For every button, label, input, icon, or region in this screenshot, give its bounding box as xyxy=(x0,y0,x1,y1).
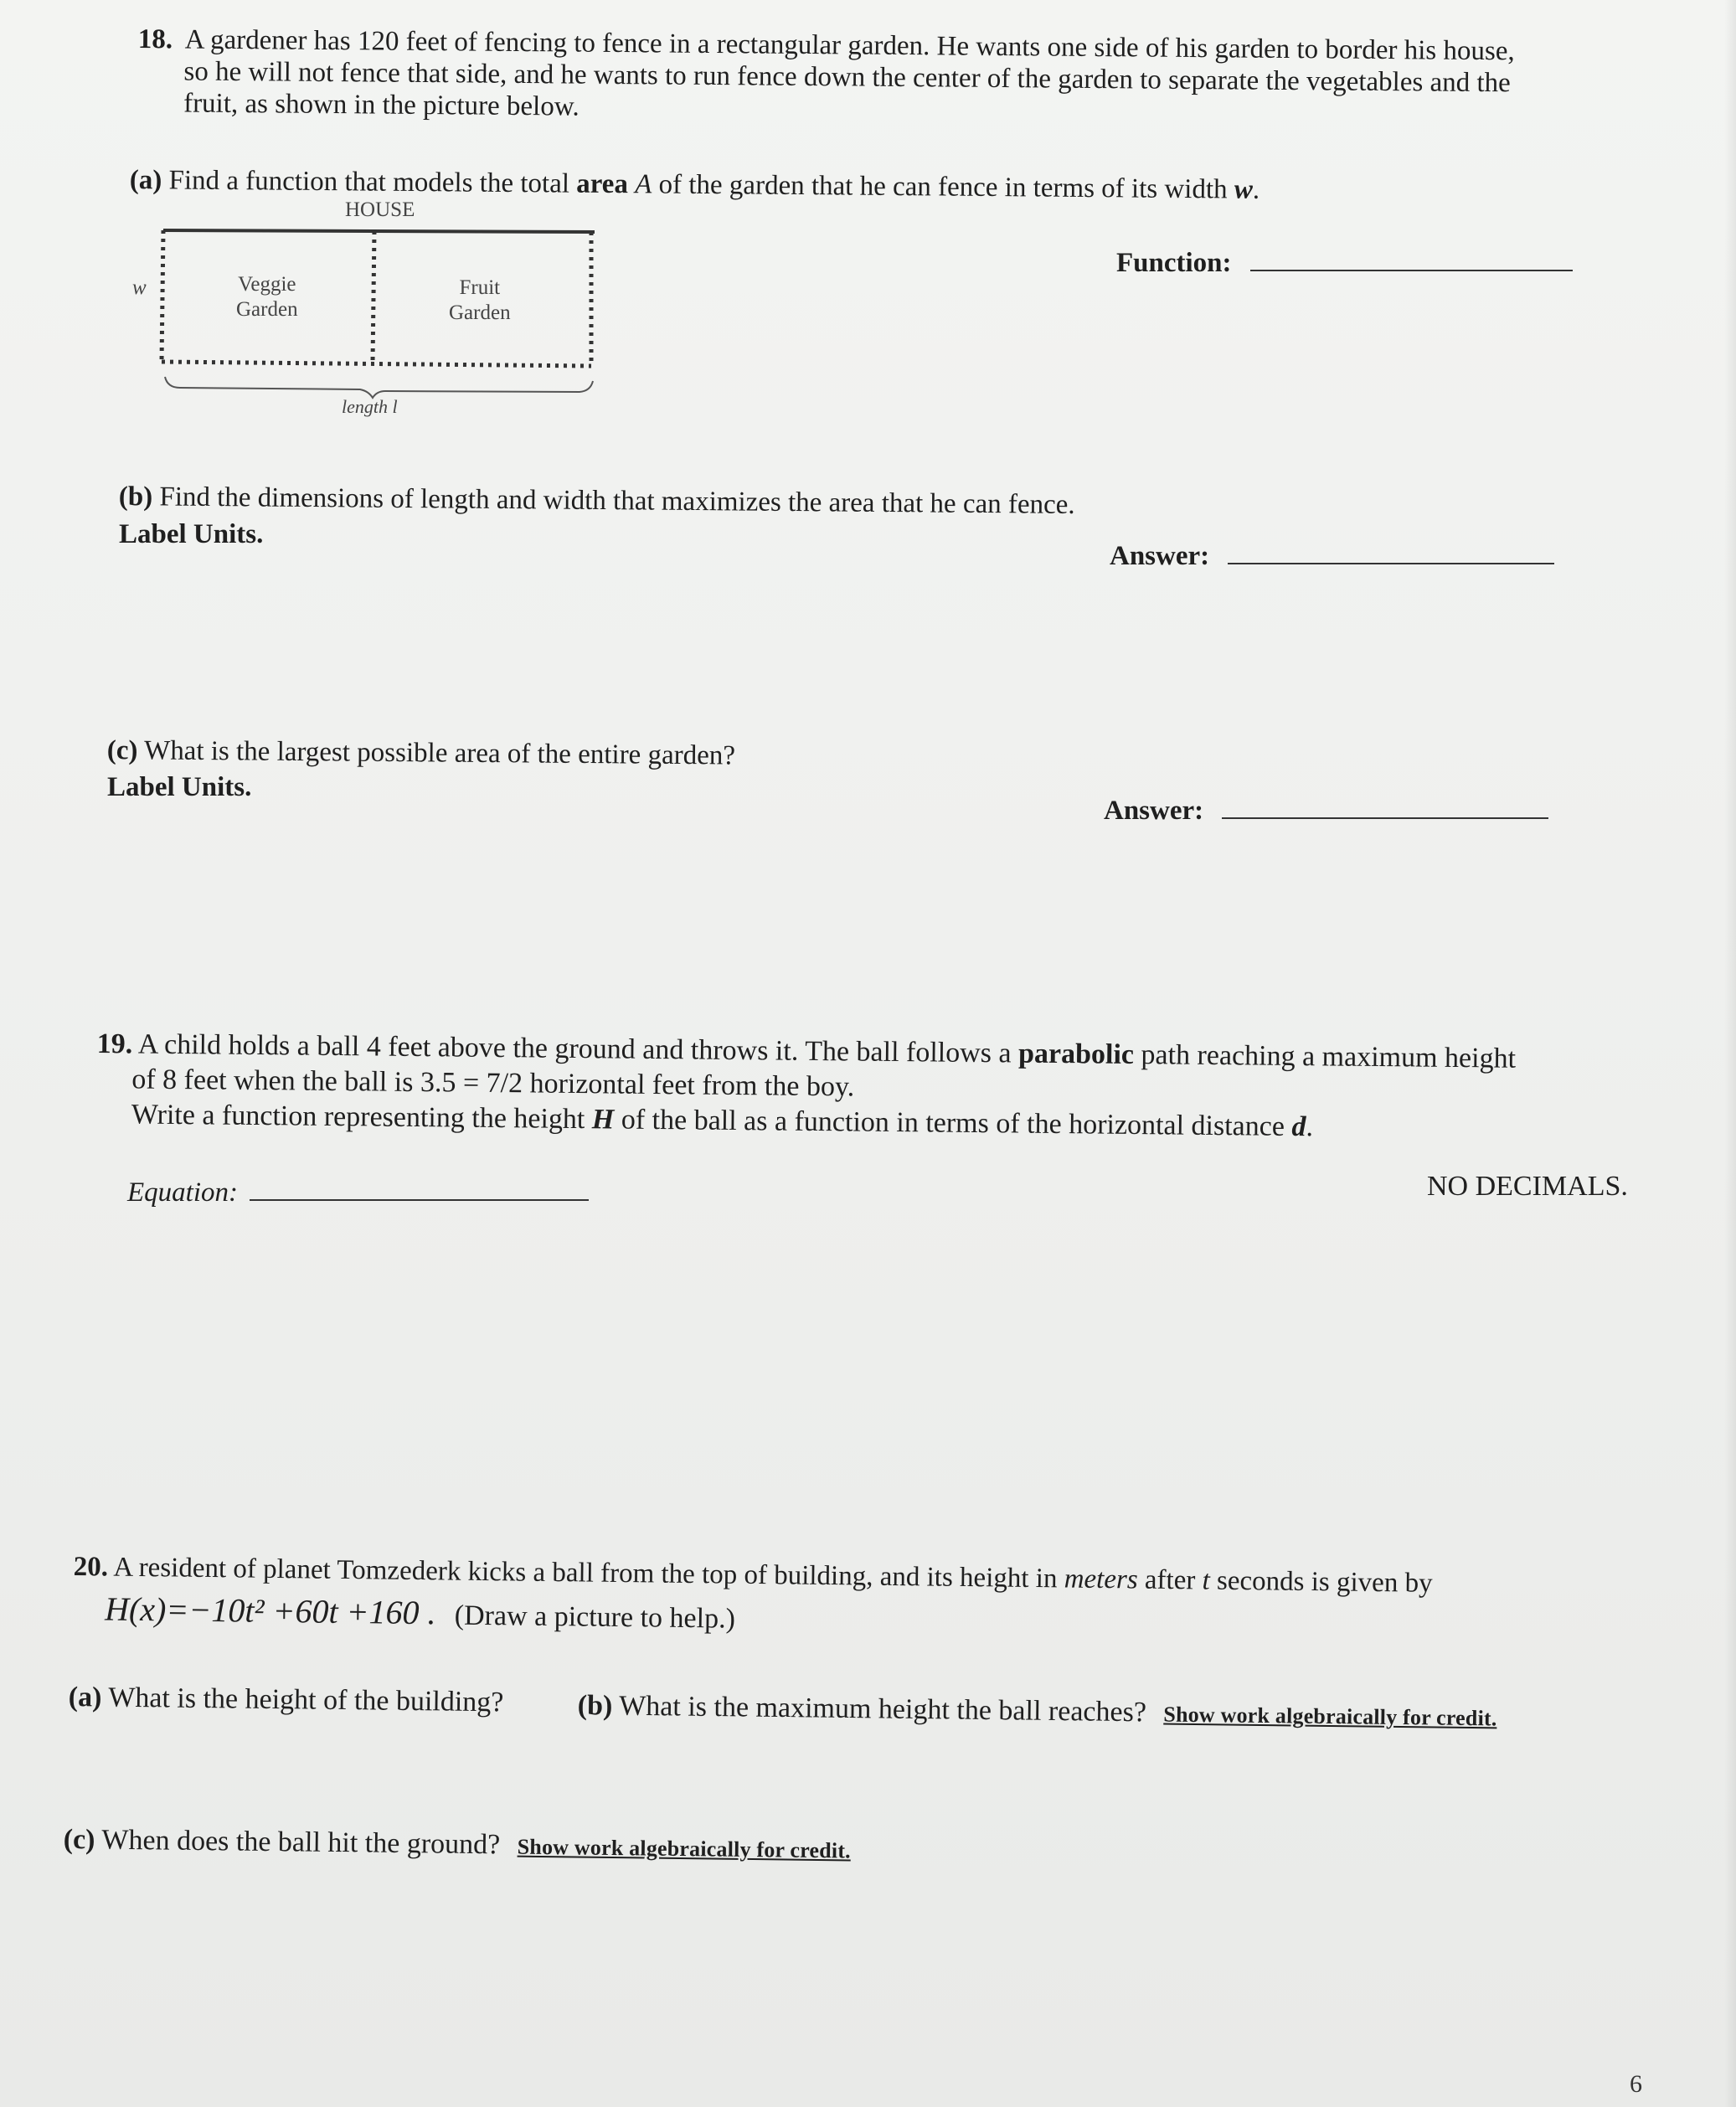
q20a-label: (a) xyxy=(68,1682,102,1713)
q18a-function-answer xyxy=(1116,246,1573,279)
equation-blank[interactable] xyxy=(250,1174,589,1201)
q18c-label: (c) xyxy=(106,734,138,766)
house-label: HOUSE xyxy=(345,198,415,221)
q19-line3-end: . xyxy=(1306,1111,1314,1143)
function-blank[interactable] xyxy=(1250,246,1573,271)
q18-line2: so he will not fence that side, and he wants to run fence down the center of the garden to separate the vegetables and the xyxy=(183,56,1511,99)
answer-blank-b[interactable] xyxy=(1228,538,1554,564)
answer-label-c: Answer: xyxy=(1104,796,1204,826)
fruit-garden-label xyxy=(449,276,511,326)
q20c-text: When does the ball hit the ground? xyxy=(101,1824,501,1861)
q18a-text-pre: Find a function that models the total xyxy=(168,165,570,199)
fruit-line1: Fruit xyxy=(459,276,501,299)
fruit-line2: Garden xyxy=(449,301,511,324)
garden-diagram xyxy=(117,197,611,423)
function-label: Function: xyxy=(1116,248,1232,278)
q18c-units: Label Units. xyxy=(107,772,252,802)
q19-line2: of 8 feet when the ball is 3.5 = 7/2 horizontal feet from the boy. xyxy=(131,1064,855,1103)
q18a-period: . xyxy=(1252,174,1260,205)
width-label: w xyxy=(132,276,147,299)
q18-line1: A gardener has 120 feet of fencing to fence in a rectangular garden. He wants one side of his garden to border his house, xyxy=(184,24,1515,67)
length-label: length l xyxy=(342,396,398,417)
q19-var-h: H xyxy=(591,1104,615,1136)
equation-label: Equation: xyxy=(127,1177,238,1208)
q19-line3-pre: Write a function representing the height xyxy=(131,1099,585,1136)
left-fence xyxy=(162,230,163,362)
q20a-question xyxy=(69,1682,504,1718)
q20-hint: (Draw a picture to help.) xyxy=(454,1600,736,1635)
q20b-label: (b) xyxy=(577,1690,613,1722)
q18-line3: fruit, as shown in the picture below. xyxy=(183,88,580,122)
q19-stem xyxy=(96,1027,1688,1149)
q20-meters: meters xyxy=(1064,1564,1138,1595)
answer-blank-c[interactable] xyxy=(1222,792,1548,819)
q20c-note: Show work algebraically for credit. xyxy=(517,1834,852,1863)
q20b-note: Show work algebraically for credit. xyxy=(1163,1702,1497,1731)
center-fence xyxy=(373,231,374,363)
length-brace xyxy=(165,377,593,398)
q18c-question xyxy=(107,734,945,774)
q19-line1-post: path reaching a maximum height xyxy=(1141,1039,1517,1074)
q20-formula: H(x)=−10t² +60t +160 . xyxy=(104,1589,436,1632)
page-number: 6 xyxy=(1630,2070,1642,2098)
q20b-text: What is the maximum height the ball reaches? xyxy=(618,1690,1147,1728)
garden-diagram-svg xyxy=(117,197,611,423)
q19-number: 19. xyxy=(96,1028,133,1060)
q19-line3-mid: of the ball as a function in terms of the horizontal distance xyxy=(621,1104,1285,1142)
house-wall-line xyxy=(163,230,595,232)
q18a-var-w: w xyxy=(1234,174,1254,205)
q18a-text-post: of the garden that he can fence in terms of its width xyxy=(658,169,1228,205)
q18a-label: (a) xyxy=(129,164,162,196)
q20-line1-mid: after xyxy=(1144,1564,1196,1596)
page-edge-shadow xyxy=(1724,0,1736,2107)
q19-var-d: d xyxy=(1291,1110,1306,1143)
q18b-units: Label Units. xyxy=(119,519,264,549)
q19-line1-pre: A child holds a ball 4 feet above the ground and throws it. The ball follows a xyxy=(137,1028,1012,1069)
bottom-fence xyxy=(162,362,591,366)
q18-stem xyxy=(137,23,1646,132)
q20-line1-pre: A resident of planet Tomzederk kicks a ball from the top of building, and its height in xyxy=(113,1552,1058,1594)
q18a-bold-area: area xyxy=(576,168,629,200)
q20b-question xyxy=(578,1690,1497,1734)
q18b-text: Find the dimensions of length and width that maximizes the area that he can fence. xyxy=(159,482,1075,520)
q20-number: 20. xyxy=(73,1551,109,1583)
q18c-answer xyxy=(1104,792,1548,827)
q20c-label: (c) xyxy=(63,1824,95,1856)
q20-stem xyxy=(73,1549,1665,1650)
q18a-var-a: A xyxy=(635,169,652,200)
q18-number: 18. xyxy=(137,23,173,55)
q20a-text: What is the height of the building? xyxy=(108,1682,504,1718)
q18b-label: (b) xyxy=(118,481,153,513)
veggie-garden-label xyxy=(236,272,298,322)
q18b-answer xyxy=(1110,538,1554,572)
q19-parabolic: parabolic xyxy=(1017,1038,1135,1070)
q18c-text: What is the largest possible area of the entire garden? xyxy=(143,735,736,771)
answer-label-b: Answer: xyxy=(1110,541,1210,571)
q20c-question xyxy=(64,1824,852,1867)
q20-var-t: t xyxy=(1202,1565,1211,1596)
veggie-line1: Veggie xyxy=(238,273,296,296)
q20-line1-post: seconds is given by xyxy=(1216,1565,1433,1599)
veggie-line2: Garden xyxy=(236,298,298,321)
q18b-question xyxy=(119,481,1208,522)
q19-equation xyxy=(127,1174,589,1208)
q19-no-decimals: NO DECIMALS. xyxy=(1427,1171,1628,1202)
